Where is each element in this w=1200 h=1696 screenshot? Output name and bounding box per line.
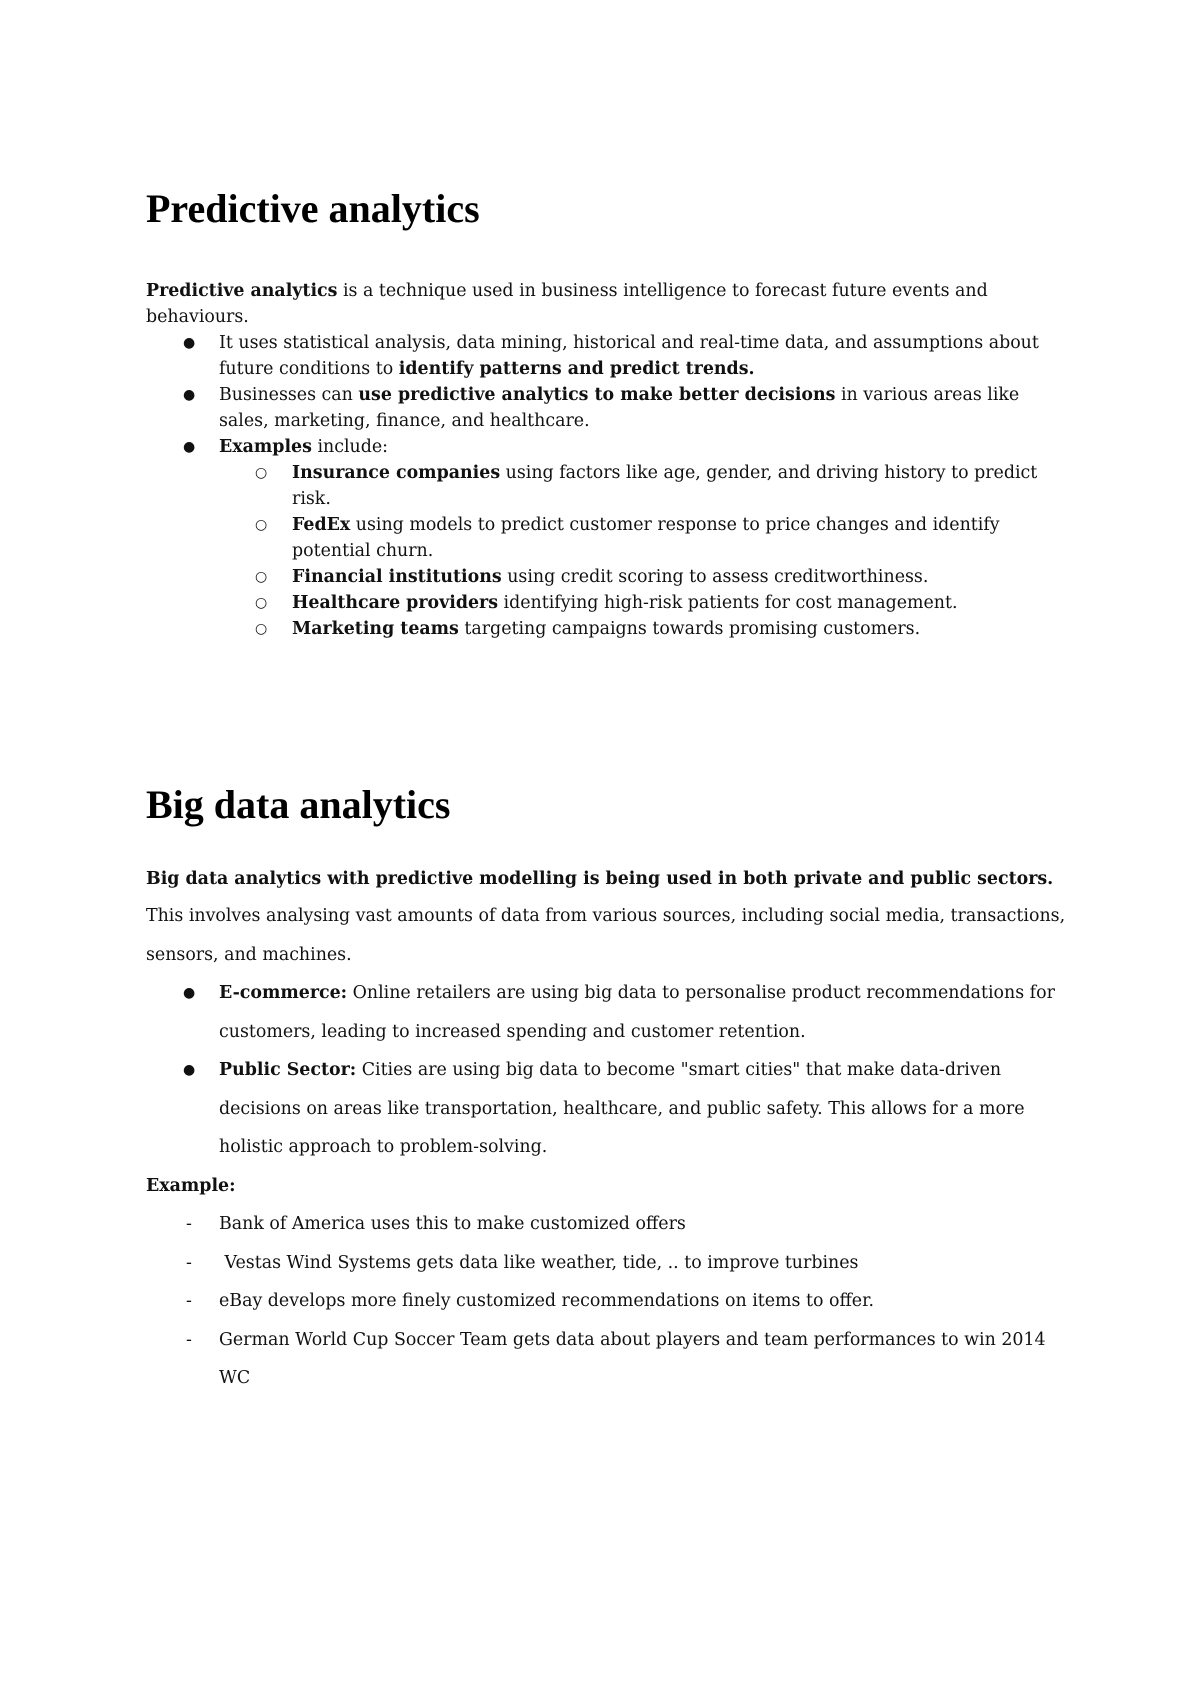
big-data-lead-bold: Big data analytics with predictive modelling is being used in both private and public sectors. (146, 869, 1054, 889)
section-title-big-data-analytics: Big data analytics (146, 782, 451, 827)
example-text: targeting campaigns towards promising customers. (458, 619, 921, 639)
predictive-intro-bold: Predictive analytics (146, 281, 338, 301)
circle-marker: ○ (255, 595, 268, 611)
list-item (146, 382, 1066, 434)
bullet-text: Online retailers are using big data to personalise product recommendations for customers, leading to increased spending and customer retention. (219, 983, 1055, 1042)
bullet-bold-text: Examples (219, 437, 312, 457)
example-bold-text: FedEx (292, 515, 351, 535)
dash-marker: - (186, 1329, 192, 1350)
circle-marker: ○ (255, 517, 268, 533)
bullet-marker: ● (183, 439, 196, 455)
example-item-text: eBay develops more finely customized recommendations on items to offer. (219, 1291, 875, 1311)
dash-marker: - (186, 1252, 192, 1273)
circle-marker: ○ (255, 465, 268, 481)
list-item (146, 1321, 1066, 1398)
sub-list-item (219, 590, 1066, 616)
bullet-text-tail: in various areas like sales, marketing, finance, and healthcare. (219, 385, 1020, 431)
bullet-marker: ● (183, 1062, 196, 1078)
dash-marker: - (186, 1291, 192, 1311)
example-item-text: Vestas Wind Systems gets data like weather, tide, .. to improve turbines (219, 1252, 859, 1273)
bullet-text: Cities are using big data to become "smart cities" that make data-driven decisions on areas like transportation, healthcare, and public safety. This allows for a more holistic approach to problem-solving. (219, 1060, 1025, 1157)
examples-sub-list (219, 460, 1066, 642)
big-data-bullet-list (146, 974, 1066, 1167)
predictive-bullet-list (146, 330, 1066, 642)
bullet-bold-text: use predictive analytics to make better decisions (358, 385, 836, 405)
circle-marker: ○ (255, 569, 268, 585)
predictive-intro-paragraph (146, 278, 1066, 330)
predictive-intro-text: is a technique used in business intelligence to forecast future events and behaviours. (146, 281, 988, 327)
section-title-predictive-analytics: Predictive analytics (146, 186, 480, 231)
bullet-text: Businesses can (219, 385, 359, 405)
example-item-text: German World Cup Soccer Team gets data about players and team performances to win 2014 WC (219, 1329, 1046, 1388)
bullet-text: It uses statistical analysis, data mining, historical and real-time data, and assumptions about future conditions to (219, 333, 1039, 379)
list-item (146, 434, 1066, 642)
bullet-text-tail: include: (311, 437, 388, 457)
dash-marker: - (186, 1214, 192, 1234)
example-text: using models to predict customer response to price changes and identify potential churn. (292, 515, 1000, 561)
list-item (146, 1205, 1066, 1244)
example-item-text: Bank of America uses this to make customized offers (219, 1214, 686, 1234)
big-data-body (146, 897, 1066, 1398)
example-text: using credit scoring to assess creditworthiness. (501, 567, 929, 587)
list-item (146, 1244, 1066, 1283)
example-bold-text: Healthcare providers (292, 593, 498, 613)
list-item (146, 1051, 1066, 1167)
bullet-marker: ● (183, 335, 196, 351)
bullet-marker: ● (183, 985, 196, 1001)
sub-list-item (219, 512, 1066, 564)
sub-list-item (219, 564, 1066, 590)
example-dash-list (146, 1205, 1066, 1398)
list-item (146, 974, 1066, 1051)
example-text: identifying high-risk patients for cost management. (498, 593, 958, 613)
example-text: using factors like age, gender, and driving history to predict risk. (292, 463, 1038, 509)
example-bold-text: Marketing teams (292, 619, 459, 639)
example-bold-text: Insurance companies (292, 463, 501, 483)
circle-marker: ○ (255, 621, 268, 637)
sub-list-item (219, 460, 1066, 512)
list-item (146, 1282, 1066, 1321)
sub-list-item (219, 616, 1066, 642)
big-data-lead-text: This involves analysing vast amounts of data from various sources, including social media, transactions, sensors, and machines. (146, 906, 1066, 965)
example-label: Example: (146, 1175, 236, 1196)
example-bold-text: Financial institutions (292, 567, 502, 587)
bullet-marker: ● (183, 387, 196, 403)
bullet-bold-text: E-commerce: (219, 983, 348, 1003)
list-item (146, 330, 1066, 382)
bullet-bold-text: Public Sector: (219, 1060, 357, 1080)
bullet-bold-text: identify patterns and predict trends. (398, 359, 755, 379)
